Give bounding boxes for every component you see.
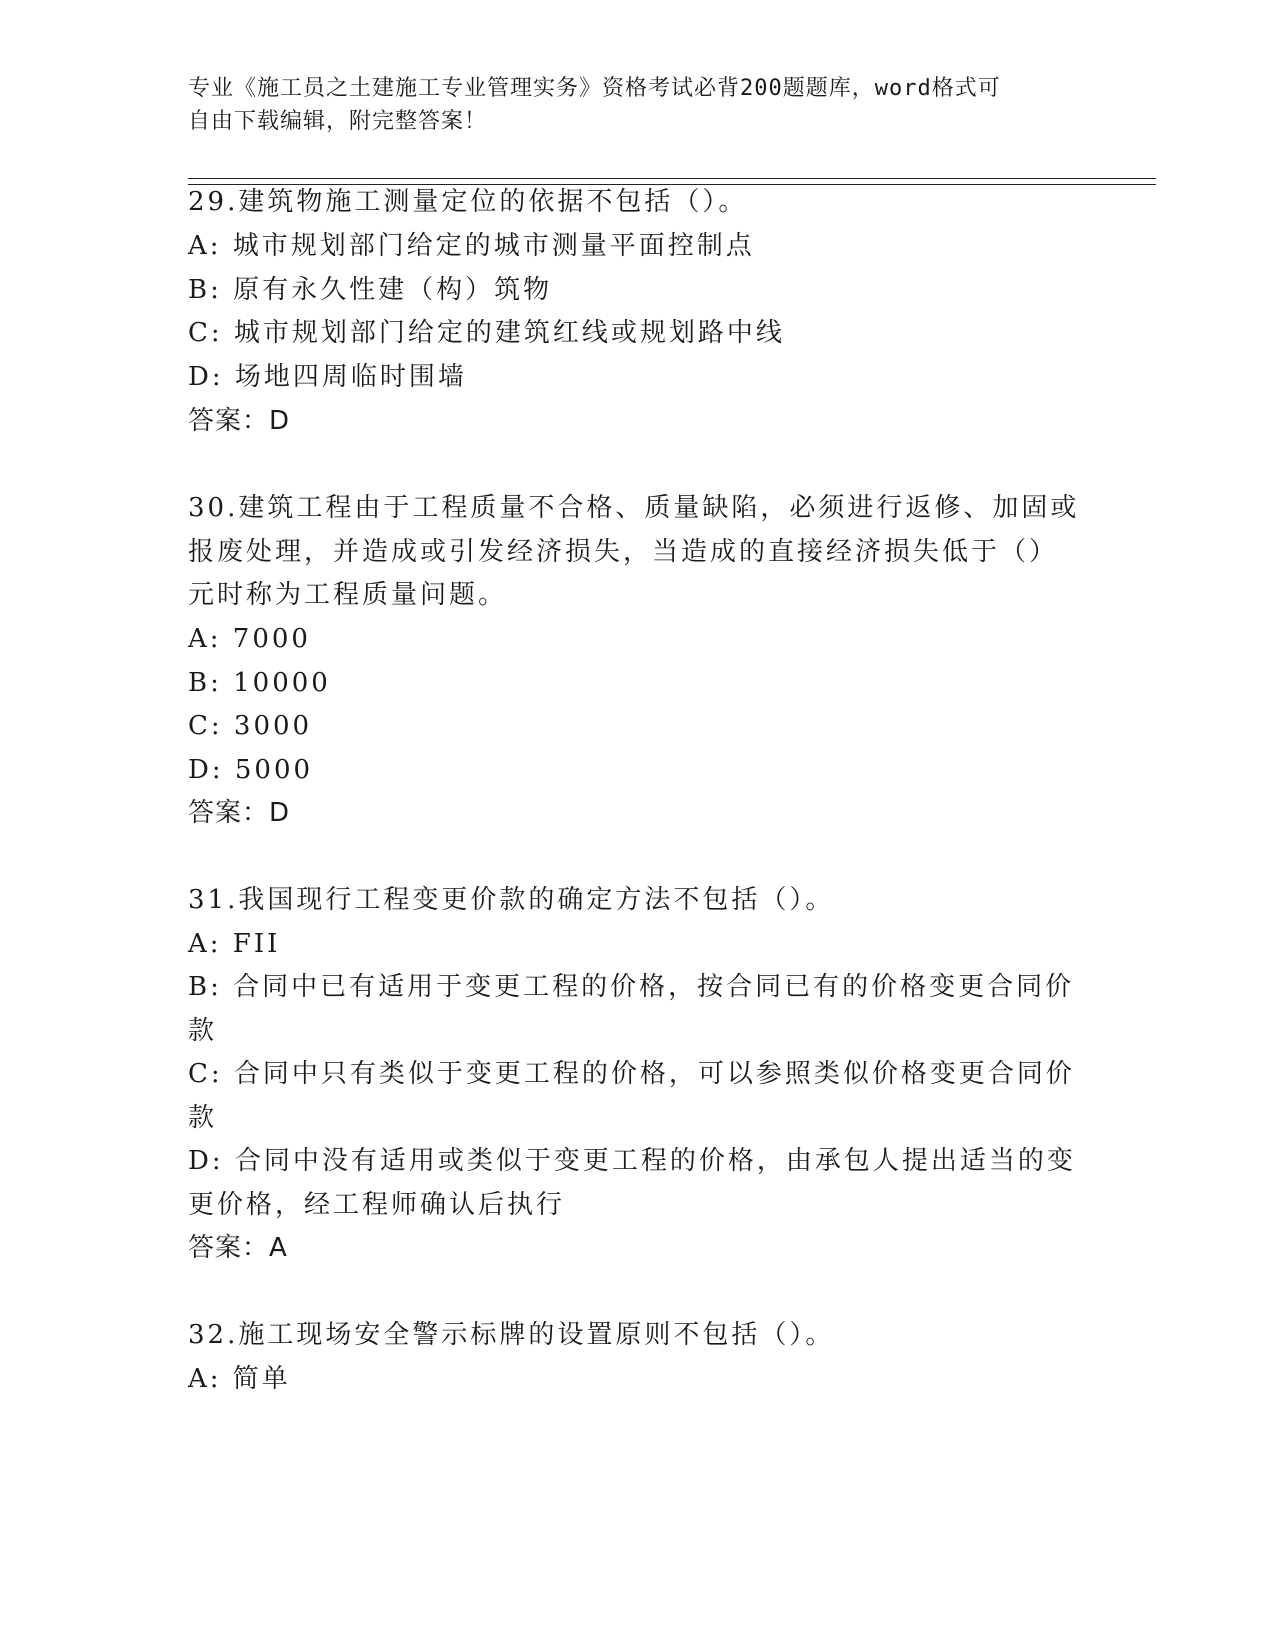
question-31-option-b-line-2: 款 <box>188 1016 218 1046</box>
question-30-stem-line-2: 报废处理，并造成或引发经济损失，当造成的直接经济损失低于（） <box>188 537 1059 567</box>
question-29-answer: 答案：D <box>188 406 291 436</box>
question-30-stem-line-3: 元时称为工程质量问题。 <box>188 580 508 610</box>
question-31-option-d-line-1: D: 合同中没有适用或类似于变更工程的价格，由承包人提出适当的变 <box>188 1146 1076 1176</box>
document-header <box>188 72 1088 138</box>
header-divider-top <box>188 178 1156 179</box>
header-line-1: 专业《施工员之土建施工专业管理实务》资格考试必背200题题库，word格式可 <box>188 76 1001 101</box>
question-31-option-c-line-1: C: 合同中只有类似于变更工程的价格，可以参照类似价格变更合同价 <box>188 1059 1075 1089</box>
question-29-stem-line-1: 29.建筑物施工测量定位的依据不包括（）。 <box>188 187 748 217</box>
question-29-option-b: B: 原有永久性建（构）筑物 <box>188 275 553 305</box>
question-30-answer: 答案：D <box>188 798 291 828</box>
question-30-option-b: B: 10000 <box>188 668 331 698</box>
question-31-option-a: A: FII <box>188 929 281 959</box>
question-30-option-d: D: 5000 <box>188 755 314 785</box>
question-31-stem-line-1: 31.我国现行工程变更价款的确定方法不包括（）。 <box>188 885 835 915</box>
question-30-option-c: C: 3000 <box>188 711 313 741</box>
question-30-stem-line-1: 30.建筑工程由于工程质量不合格、质量缺陷，必须进行返修、加固或 <box>188 493 1080 523</box>
question-29-option-d: D: 场地四周临时围墙 <box>188 362 467 392</box>
header-line-2: 自由下载编辑，附完整答案！ <box>188 109 488 134</box>
question-32-stem-line-1: 32.施工现场安全警示标牌的设置原则不包括（）。 <box>188 1320 835 1350</box>
header-divider-bottom <box>188 184 1156 185</box>
question-30-option-a: A: 7000 <box>188 624 311 654</box>
question-29-option-c: C: 城市规划部门给定的建筑红线或规划路中线 <box>188 318 785 348</box>
question-31-option-b-line-1: B: 合同中已有适用于变更工程的价格，按合同已有的价格变更合同价 <box>188 972 1075 1002</box>
question-31-option-d-line-2: 更价格，经工程师确认后执行 <box>188 1190 566 1220</box>
question-31-option-c-line-2: 款 <box>188 1103 218 1133</box>
question-32-option-a: A: 简单 <box>188 1364 291 1394</box>
question-31-answer: 答案：A <box>188 1233 288 1263</box>
question-29-option-a: A: 城市规划部门给定的城市测量平面控制点 <box>188 231 755 261</box>
